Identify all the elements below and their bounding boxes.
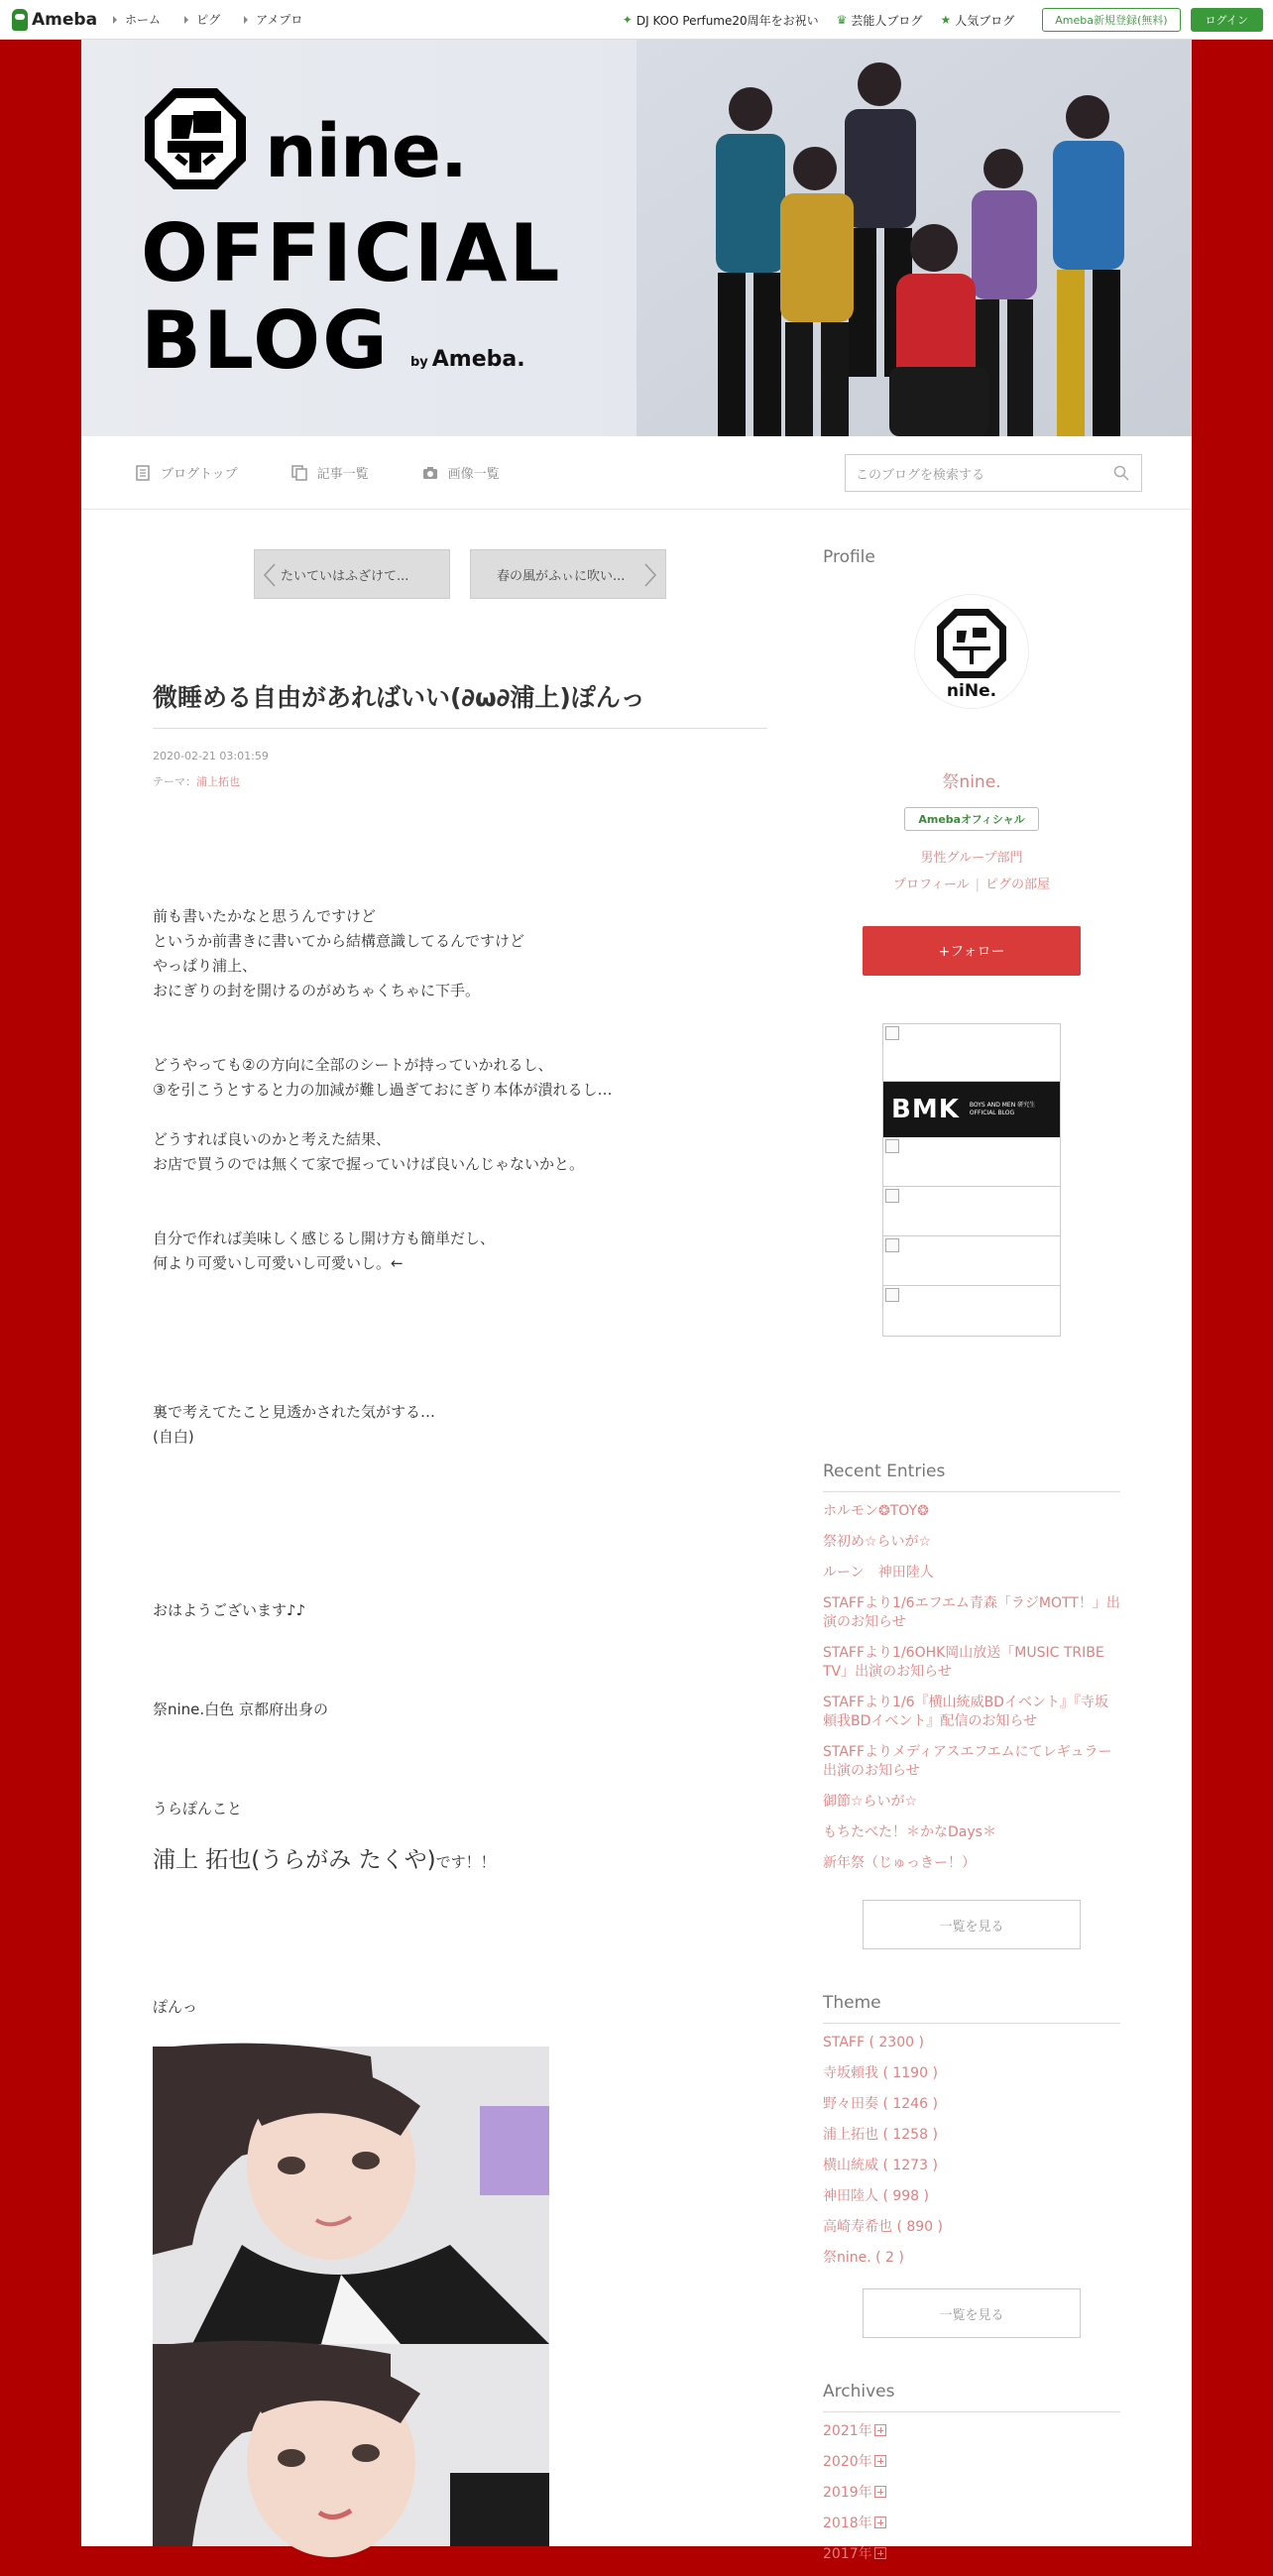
popular-blog-link[interactable]: ★ 人気ブログ bbox=[940, 13, 1015, 28]
follow-button[interactable]: +フォロー bbox=[863, 926, 1081, 976]
theme-link[interactable]: 浦上拓也 ( 1258 ) bbox=[823, 2127, 938, 2143]
celebrity-blog-link[interactable]: ♛ 芸能人ブログ bbox=[836, 13, 923, 28]
archive-year-link[interactable]: 2017年 bbox=[823, 2545, 1120, 2564]
broken-image-icon bbox=[885, 1288, 899, 1302]
recent-entry-link[interactable]: ホルモン❂TOY❂ bbox=[823, 1503, 929, 1519]
theme-heading: Theme bbox=[823, 1993, 1120, 2024]
expand-plus-icon[interactable] bbox=[874, 2547, 886, 2559]
blog-header-banner[interactable] bbox=[81, 40, 1192, 436]
official-badge: Amebaオフィシャル bbox=[904, 807, 1039, 831]
archive-year-link[interactable]: 2018年 bbox=[823, 2515, 1120, 2533]
matsuri-emblem-icon bbox=[141, 84, 250, 193]
triangle-right-icon bbox=[113, 16, 117, 24]
profile-heading: Profile bbox=[823, 547, 875, 567]
prev-entry-button[interactable]: たいていはふざけて... bbox=[254, 549, 450, 599]
blog-container bbox=[81, 40, 1192, 2562]
chevron-right-icon bbox=[643, 562, 657, 588]
next-entry-button[interactable]: 春の風がふぃに吹い... bbox=[470, 549, 666, 599]
search-icon[interactable] bbox=[1113, 465, 1129, 481]
camera-icon bbox=[422, 465, 438, 481]
nav-pigg-link[interactable]: ピグ bbox=[184, 11, 220, 28]
svg-text:niNe.: niNe. bbox=[946, 681, 997, 701]
entry-paragraph: どうすれば良いのかと考えた結果、 お店で買うのでは無くて家で握っていけば良いんじゃないかと。 bbox=[153, 1130, 585, 1173]
matsuri-emblem-icon bbox=[915, 595, 1028, 708]
pig-room-link[interactable]: ピグの部屋 bbox=[985, 878, 1051, 892]
banner-link[interactable] bbox=[883, 1024, 1060, 1082]
sparkle-icon: ✦ bbox=[622, 13, 633, 27]
promo-link[interactable]: ✦ DJ KOO Perfume20周年をお祝い bbox=[622, 13, 819, 28]
entry-title[interactable]: 微睡める自由があればいい(∂ω∂浦上)ぽんっ bbox=[153, 678, 767, 729]
broken-image-icon bbox=[885, 1139, 899, 1153]
star-icon: ★ bbox=[940, 13, 952, 27]
broken-image-icon bbox=[885, 1238, 899, 1252]
selfie-image bbox=[153, 2344, 549, 2546]
entry-paragraph: 裏で考えてたこと見透かされた気がする… (自白) bbox=[153, 1403, 436, 1446]
register-button[interactable]: Ameba新規登録(無料) bbox=[1042, 8, 1180, 32]
recent-entry-link[interactable]: もちたべた！＊かなDays＊ bbox=[823, 1824, 996, 1840]
archives-list bbox=[823, 2422, 1120, 2564]
triangle-right-icon bbox=[184, 16, 188, 24]
theme-link[interactable]: 神田陸人 ( 998 ) bbox=[823, 2188, 929, 2204]
banner-link[interactable] bbox=[883, 1236, 1060, 1286]
group-photo bbox=[636, 40, 1192, 436]
entry-paragraph: 自分で作れば美味しく感じるし開け方も簡単だし、 何より可愛いし可愛いし可愛いし。← bbox=[153, 1229, 496, 1272]
entry-paragraph: 前も書いたかなと思うんですけど というか前書きに書いてから結構意識してるんですけど やっぱり浦上、 おにぎりの封を開けるのがめちゃくちゃに下手。 bbox=[153, 907, 525, 999]
ameba-global-nav bbox=[113, 11, 326, 28]
theme-link[interactable]: 祭nine. ( 2 ) bbox=[823, 2250, 904, 2266]
recent-entry-link[interactable]: STAFFより1/6エフエム青森「ラジMOTT！」出演のお知らせ bbox=[823, 1595, 1120, 1630]
entry-photo[interactable] bbox=[153, 2344, 549, 2546]
copy-icon bbox=[291, 465, 307, 481]
login-button[interactable]: ログイン bbox=[1191, 8, 1263, 32]
recent-entry-link[interactable]: 新年祭（じゅっきー！） bbox=[823, 1855, 976, 1871]
blog-nav bbox=[81, 436, 1192, 510]
theme-link[interactable]: 高崎寿希也 ( 890 ) bbox=[823, 2219, 943, 2235]
recent-entry-link[interactable]: 御節☆らいが☆ bbox=[823, 1794, 918, 1810]
recent-entry-link[interactable]: ルーン 神田陸人 bbox=[823, 1565, 934, 1581]
profile-links: 男性グループ部門 プロフィール | ピグの部屋 bbox=[823, 845, 1120, 898]
archive-year-link[interactable]: 2019年 bbox=[823, 2484, 1120, 2503]
banner-link[interactable] bbox=[883, 1137, 1060, 1187]
entry-paragraph: ぽんっ bbox=[153, 1998, 198, 2016]
theme-link[interactable]: 横山統威 ( 1273 ) bbox=[823, 2158, 938, 2173]
image-list-link[interactable]: 画像一覧 bbox=[422, 463, 500, 482]
ameba-logo[interactable]: Ameba bbox=[12, 9, 97, 31]
banner-link[interactable] bbox=[883, 1286, 1060, 1336]
entry-paragraph: どうやっても②の方向に全部のシートが持っていかれるし、 ③を引こうとすると力の加減が難し過ぎておにぎり本体が潰れるし… bbox=[153, 1056, 613, 1099]
broken-image-icon bbox=[885, 1026, 899, 1040]
theme-link[interactable]: 寺坂頼我 ( 1190 ) bbox=[823, 2065, 938, 2081]
theme-more-button[interactable]: 一覧を見る bbox=[863, 2288, 1081, 2338]
expand-plus-icon[interactable] bbox=[874, 2517, 886, 2528]
crown-icon: ♛ bbox=[836, 13, 848, 27]
selfie-image bbox=[153, 2047, 549, 2344]
ameba-logo-icon bbox=[12, 9, 28, 31]
archive-year-link[interactable]: 2021年 bbox=[823, 2422, 1120, 2441]
banner-list bbox=[882, 1023, 1061, 1337]
ameba-header-right bbox=[623, 0, 1263, 40]
blog-top-link[interactable]: ブログトップ bbox=[135, 463, 238, 482]
chevron-left-icon bbox=[263, 562, 277, 588]
entry-paragraph: うらぽんこと bbox=[153, 1800, 243, 1817]
sidebar bbox=[823, 547, 1120, 2562]
expand-plus-icon[interactable] bbox=[874, 2486, 886, 2498]
entry-paragraph: 祭nine.白色 京都府出身の bbox=[153, 1700, 328, 1718]
entry-paragraph: おはようございます♪♪ bbox=[153, 1601, 306, 1619]
recent-entry-link[interactable]: STAFFより1/6『横山統威BDイベント』『寺坂頼我BDイベント』配信のお知らせ bbox=[823, 1695, 1108, 1729]
theme-link[interactable]: STAFF ( 2300 ) bbox=[823, 2035, 924, 2050]
recent-more-button[interactable]: 一覧を見る bbox=[863, 1900, 1081, 1949]
banner-link[interactable] bbox=[883, 1187, 1060, 1236]
blog-name[interactable]: 祭nine. bbox=[942, 772, 1001, 792]
document-icon bbox=[135, 465, 151, 481]
bmk-banner[interactable]: BMK BOYS AND MEN 研究生 OFFICIAL BLOG bbox=[883, 1082, 1060, 1137]
nav-home-link[interactable]: ホーム bbox=[113, 11, 161, 28]
entry-date: 2020-02-21 03:01:59 bbox=[153, 750, 269, 762]
blog-search-input[interactable]: このブログを検索する bbox=[845, 454, 1142, 492]
category-link[interactable]: 男性グループ部門 bbox=[920, 851, 1023, 866]
official-blog-title: OFFICIAL BLOG bbox=[141, 207, 562, 387]
profile-avatar[interactable] bbox=[915, 595, 1028, 708]
expand-plus-icon[interactable] bbox=[874, 2424, 886, 2436]
band-name: nine. bbox=[265, 109, 468, 194]
nav-amepro-link[interactable]: アメプロ bbox=[244, 11, 302, 28]
broken-image-icon bbox=[885, 1189, 899, 1203]
triangle-right-icon bbox=[244, 16, 248, 24]
recent-entries-heading: Recent Entries bbox=[823, 1462, 1120, 1492]
theme-list bbox=[823, 2034, 1120, 2268]
entry-theme-link[interactable]: 浦上拓也 bbox=[196, 775, 240, 788]
recent-entry-link[interactable]: 祭初め☆らいが☆ bbox=[823, 1534, 932, 1550]
entry-photo[interactable] bbox=[153, 2047, 549, 2344]
expand-plus-icon[interactable] bbox=[874, 2455, 886, 2467]
theme-link[interactable]: 野々田奏 ( 1246 ) bbox=[823, 2096, 938, 2112]
by-ameba-mark: by Ameba. bbox=[410, 347, 525, 372]
entry-list-link[interactable]: 記事一覧 bbox=[291, 463, 369, 482]
recent-entries-list bbox=[823, 1502, 1120, 1873]
ameba-header bbox=[0, 0, 1273, 40]
profile-link[interactable]: プロフィール bbox=[892, 878, 970, 892]
entry-theme: テーマ：浦上拓也 bbox=[153, 775, 240, 788]
recent-entry-link[interactable]: STAFFよりメディアスエフエムにてレギュラー出演のお知らせ bbox=[823, 1744, 1112, 1779]
recent-entry-link[interactable]: STAFFより1/6OHK岡山放送「MUSIC TRIBE TV」出演のお知らせ bbox=[823, 1645, 1104, 1680]
member-name: 浦上 拓也(うらがみ たくや)です！！ bbox=[153, 1847, 496, 1873]
archive-year-link[interactable]: 2020年 bbox=[823, 2453, 1120, 2472]
archives-heading: Archives bbox=[823, 2382, 1120, 2412]
